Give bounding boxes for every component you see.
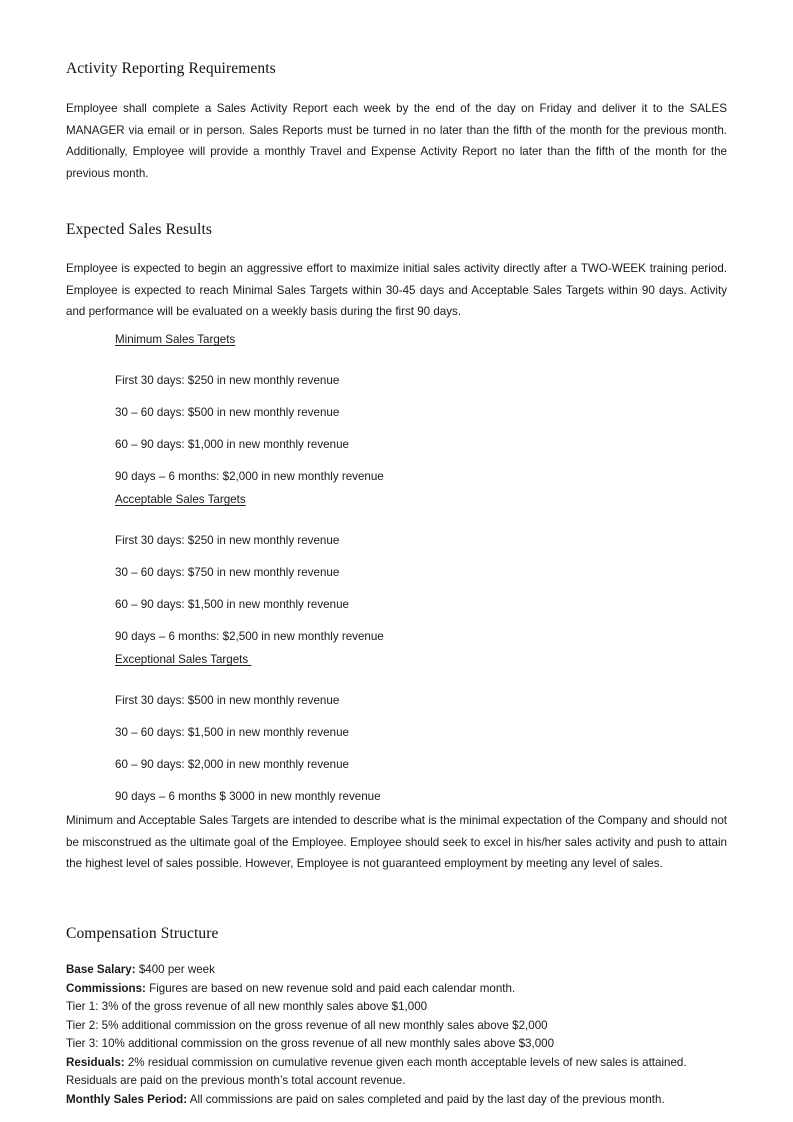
compensation-line-text: Tier 1: 3% of the gross revenue of all new monthly sales above $1,000 (66, 1000, 428, 1013)
target-item (115, 594, 727, 626)
subheading-minimum-sales-targets: Minimum Sales Targets (115, 333, 236, 346)
target-item (115, 754, 727, 786)
target-item (115, 434, 727, 466)
compensation-line (66, 1091, 727, 1110)
compensation-line-text: Residuals are paid on the previous month’s total account revenue. (66, 1074, 406, 1087)
compensation-line (66, 1017, 727, 1036)
target-group-exceptional (115, 649, 727, 818)
target-item-label: First 30 days: $500 in new monthly revenue (115, 694, 340, 707)
compensation-line-text: $400 per week (135, 963, 215, 976)
heading-activity-reporting-requirements: Activity Reporting Requirements (66, 60, 276, 77)
target-item (115, 562, 727, 594)
target-item-label: 60 – 90 days: $1,500 in new monthly revenue (115, 598, 349, 611)
target-item-label: First 30 days: $250 in new monthly revenue (115, 374, 340, 387)
target-item-label: 90 days – 6 months: $2,000 in new monthly revenue (115, 470, 384, 483)
paragraph-sales-targets-disclaimer: Minimum and Acceptable Sales Targets are intended to describe what is the minimal expectation of the Company and should not be misconstrued as the ultimate goal of the Employee. Employee should seek to excel in his/her sales activity and push to attain the highest level of sales possible. However, Employee is not guaranteed employment by meeting any level of sales. (66, 814, 727, 870)
target-item-label: 60 – 90 days: $1,000 in new monthly revenue (115, 438, 349, 451)
compensation-line (66, 1072, 727, 1091)
target-item-label: 90 days – 6 months $ 3000 in new monthly revenue (115, 790, 381, 803)
compensation-line-label: Monthly Sales Period: (66, 1092, 188, 1106)
subheading-exceptional-sales-targets: Exceptional Sales Targets (115, 653, 252, 666)
compensation-line (66, 998, 727, 1017)
compensation-line-label: Base Salary: (66, 963, 136, 976)
subheading-acceptable-sales-targets: Acceptable Sales Targets (115, 493, 246, 506)
target-item-label: 90 days – 6 months: $2,500 in new monthly revenue (115, 630, 384, 643)
heading-expected-sales-results: Expected Sales Results (66, 221, 212, 238)
target-item (115, 370, 727, 402)
paragraph-activity-reporting: Employee shall complete a Sales Activity Report each week by the end of the day on Friday and deliver it to the SALES MANAGER via email or in person. Sales Reports must be turned in no later than the fifth of the month for the previous month. Additionally, Employee will provide a monthly Travel and Expense Activity Report no later than the fifth of the month for the previous month. (66, 102, 727, 180)
target-item-label: First 30 days: $250 in new monthly revenue (115, 534, 340, 547)
compensation-line-label: Commissions: (66, 981, 146, 995)
heading-compensation-structure: Compensation Structure (66, 925, 219, 942)
target-group-title-row (115, 649, 727, 690)
compensation-line (66, 980, 727, 999)
target-group-title-row (115, 329, 727, 370)
target-group-minimum (115, 329, 727, 498)
paragraph-expected-sales-results: Employee is expected to begin an aggressive effort to maximize initial sales activity directly after a TWO-WEEK training period. Employee is expected to reach Minimal Sales Targets within 30-45 days and Acceptable Sales Targets within 90 days. Activity and performance will be evaluated on a weekly basis during the first 90 days. (66, 262, 727, 318)
compensation-line-text: All commissions are paid on sales completed and paid by the last day of the previous month. (187, 1092, 665, 1106)
target-item-label: 30 – 60 days: $500 in new monthly revenue (115, 406, 340, 419)
compensation-line-text: 2% residual commission on cumulative revenue given each month acceptable levels of new sales is attained. (124, 1055, 687, 1069)
target-item-label: 60 – 90 days: $2,000 in new monthly revenue (115, 758, 349, 771)
compensation-line (66, 961, 727, 980)
compensation-line-text: Figures are based on new revenue sold and paid each calendar month. (145, 981, 516, 995)
compensation-lines (66, 961, 727, 1109)
target-group-title-row (115, 489, 727, 530)
target-group-acceptable (115, 489, 727, 658)
compensation-line (66, 1035, 727, 1054)
target-item (115, 722, 727, 754)
compensation-line-text: Tier 2: 5% additional commission on the gross revenue of all new monthly sales above $2,000 (66, 1018, 548, 1032)
target-item (115, 530, 727, 562)
target-item-label: 30 – 60 days: $1,500 in new monthly revenue (115, 726, 349, 739)
compensation-line-label: Residuals: (66, 1055, 125, 1069)
target-item (115, 402, 727, 434)
compensation-line-text: Tier 3: 10% additional commission on the gross revenue of all new monthly sales above $3,000 (66, 1037, 555, 1050)
compensation-line (66, 1054, 727, 1073)
target-item-label: 30 – 60 days: $750 in new monthly revenue (115, 566, 340, 579)
target-item (115, 690, 727, 722)
